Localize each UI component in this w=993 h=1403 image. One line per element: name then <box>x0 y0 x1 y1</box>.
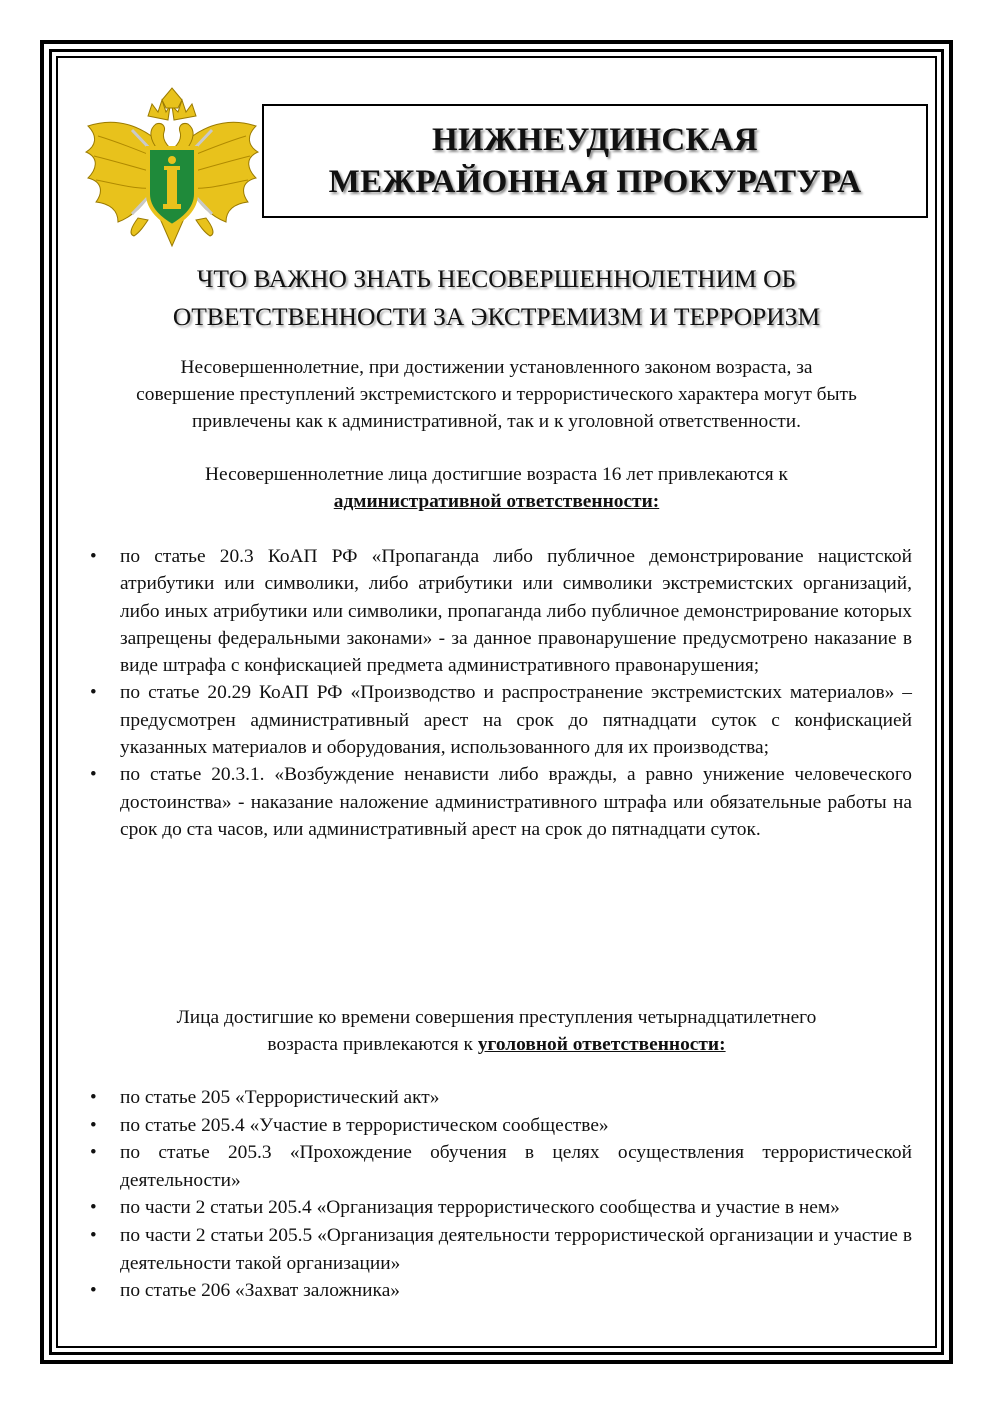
list-item: • по части 2 статьи 205.5 «Организация деятельности террористической организации и участие в деятельности такой организации» <box>88 1222 912 1277</box>
list-item: • по части 2 статьи 205.4 «Организация террористического сообщества и участие в нем» <box>88 1194 912 1222</box>
criminal-intro-line1: Лица достигшие ко времени совершения преступления четырнадцатилетнего <box>176 1007 817 1028</box>
heading-line2: ОТВЕТСТВЕННОСТИ ЗА ЭКСТРЕМИЗМ И ТЕРРОРИЗМ <box>172 302 821 331</box>
list-item: • по статье 205 «Террористический акт» <box>88 1084 912 1112</box>
criminal-intro-emphasis: уголовной ответственности: <box>477 1034 726 1055</box>
intro-line3: привлечены как к административной, так и к уголовной ответственности. <box>192 411 801 432</box>
prosecutor-eagle-emblem-icon <box>78 86 266 254</box>
criminal-intro-prefix: возраста привлекаются к <box>267 1034 473 1055</box>
admin-intro-emphasis: административной ответственности: <box>333 491 660 512</box>
list-item: • по статье 20.29 КоАП РФ «Производство и распространение экстремистских материалов» – предусмотрен административный арест на срок до пятнадцати суток с конфискацией указанных материалов и оборудования, использованного для их производства; <box>88 679 912 761</box>
list-item: • по статье 205.3 «Прохождение обучения в целях осуществления террористической деятельности» <box>88 1139 912 1194</box>
list-item: • по статье 206 «Захват заложника» <box>88 1277 912 1305</box>
list-item: • по статье 205.4 «Участие в террористическом сообществе» <box>88 1112 912 1140</box>
office-title-line2: МЕЖРАЙОННАЯ ПРОКУРАТУРА <box>328 164 862 200</box>
criminal-articles-list <box>88 1084 912 1305</box>
admin-liability-intro <box>60 461 933 515</box>
intro-line2: совершение преступлений экстремистского и террористического характера могут быть <box>136 384 857 405</box>
office-title-box <box>262 104 928 218</box>
intro-line1: Несовершеннолетние, при достижении установленного законом возраста, за <box>180 357 813 378</box>
office-title-line1: НИЖНЕУДИНСКАЯ <box>432 122 758 158</box>
page-heading <box>60 260 933 336</box>
criminal-liability-intro <box>60 1004 933 1058</box>
admin-intro-line1: Несовершеннолетние лица достигшие возраста 16 лет привлекаются к <box>205 464 788 485</box>
list-item: • по статье 20.3 КоАП РФ «Пропаганда либо публичное демонстрирование нацистской атрибутики или символики, либо атрибутики или символики экстремистских организаций, либо иных атрибутики или символики, пропаганда либо публичное демонстрирование которых запрещены федеральными законами» - за данное правонарушение предусмотрено наказание в виде штрафа с конфискацией предмета административного правонарушения; <box>88 543 912 679</box>
admin-articles-list <box>88 543 912 843</box>
heading-line1: ЧТО ВАЖНО ЗНАТЬ НЕСОВЕРШЕННОЛЕТНИМ ОБ <box>196 264 797 293</box>
list-item: • по статье 20.3.1. «Возбуждение ненависти либо вражды, а равно унижение человеческого достоинства» - наказание наложение административного штрафа или обязательные работы на срок до ста часов, или административный арест на срок до пятнадцати суток. <box>88 761 912 843</box>
intro-paragraph <box>60 354 933 435</box>
